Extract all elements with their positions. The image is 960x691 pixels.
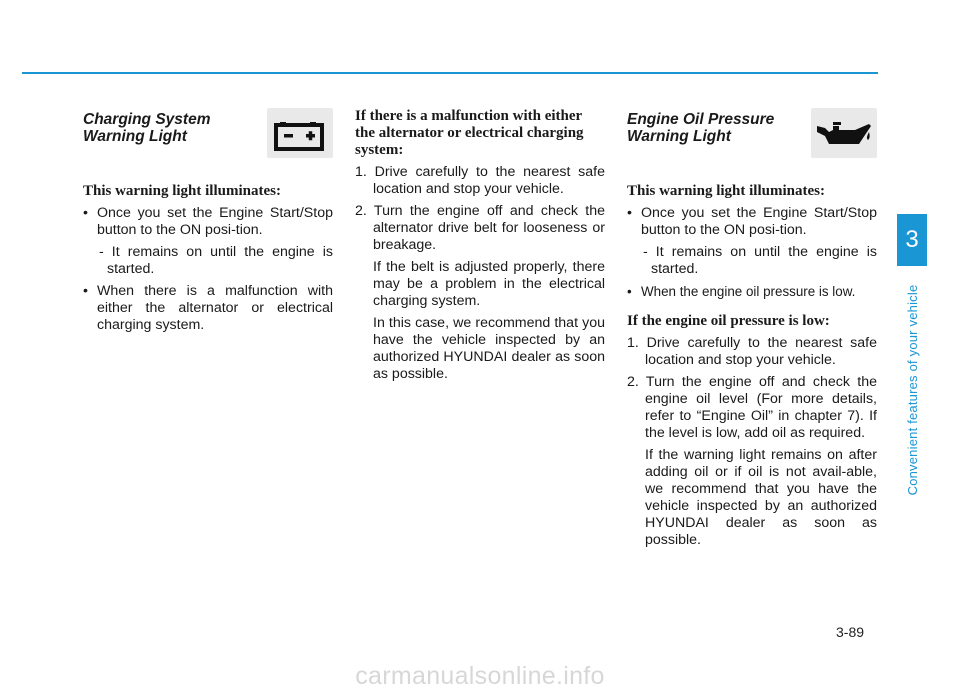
step-1: 1. Drive carefully to the nearest safe location and stop your vehicle. — [627, 335, 877, 368]
list-subitem: - It remains on until the engine is started. — [99, 244, 333, 277]
step-2: 2. Turn the engine off and check the alternator drive belt for looseness or breakage. — [355, 203, 605, 253]
subheading: This warning light illuminates: — [627, 183, 825, 199]
engine-oil-pressure-section — [627, 108, 877, 554]
step-2-recommendation: If the warning light remains on after adding oil or if oil is not avail-able, we recommend that you have the vehicle inspected by an authorized HYUNDAI dealer as soon as possible. — [645, 447, 877, 548]
oil-can-icon — [811, 108, 877, 158]
subheading: If there is a malfunction with either the alternator or electrical charging system: — [355, 108, 584, 158]
watermark: carmanualsonline.info — [355, 662, 605, 690]
header-rule — [22, 72, 878, 74]
step-2-recommendation: In this case, we recommend that you have the vehicle inspected by an authorized HYUNDAI dealer as soon as possible. — [373, 315, 605, 382]
section-title: Charging System Warning Light — [83, 111, 211, 145]
chapter-tab — [897, 214, 927, 266]
section-title: Engine Oil Pressure Warning Light — [627, 111, 775, 145]
subheading: If the engine oil pressure is low: — [627, 313, 830, 329]
charging-system-section — [83, 108, 333, 339]
list-item: • Once you set the Engine Start/Stop button to the ON posi-tion. — [83, 205, 333, 239]
list-item: • Once you set the Engine Start/Stop button to the ON posi-tion. — [627, 205, 877, 239]
chapter-number: 3 — [905, 226, 919, 253]
page-number: 3-89 — [836, 624, 865, 640]
list-item: • When there is a malfunction with either the alternator or electrical charging system. — [83, 283, 333, 334]
list-item: • When the engine oil pressure is low. — [627, 283, 877, 300]
chapter-title: Convenient features of your vehicle — [904, 284, 920, 496]
step-2: 2. Turn the engine off and check the engine oil level (For more details, refer to “Engine Oil” in chapter 7). If the level is low, add oil as required. — [627, 374, 877, 441]
step-2-note: If the belt is adjusted properly, there may be a problem in the electrical charging system. — [373, 259, 605, 309]
subheading: This warning light illuminates: — [83, 183, 281, 199]
malfunction-steps-section — [355, 108, 605, 388]
battery-icon — [267, 108, 333, 158]
list-subitem: - It remains on until the engine is started. — [643, 244, 877, 277]
step-1: 1. Drive carefully to the nearest safe location and stop your vehicle. — [355, 164, 605, 197]
